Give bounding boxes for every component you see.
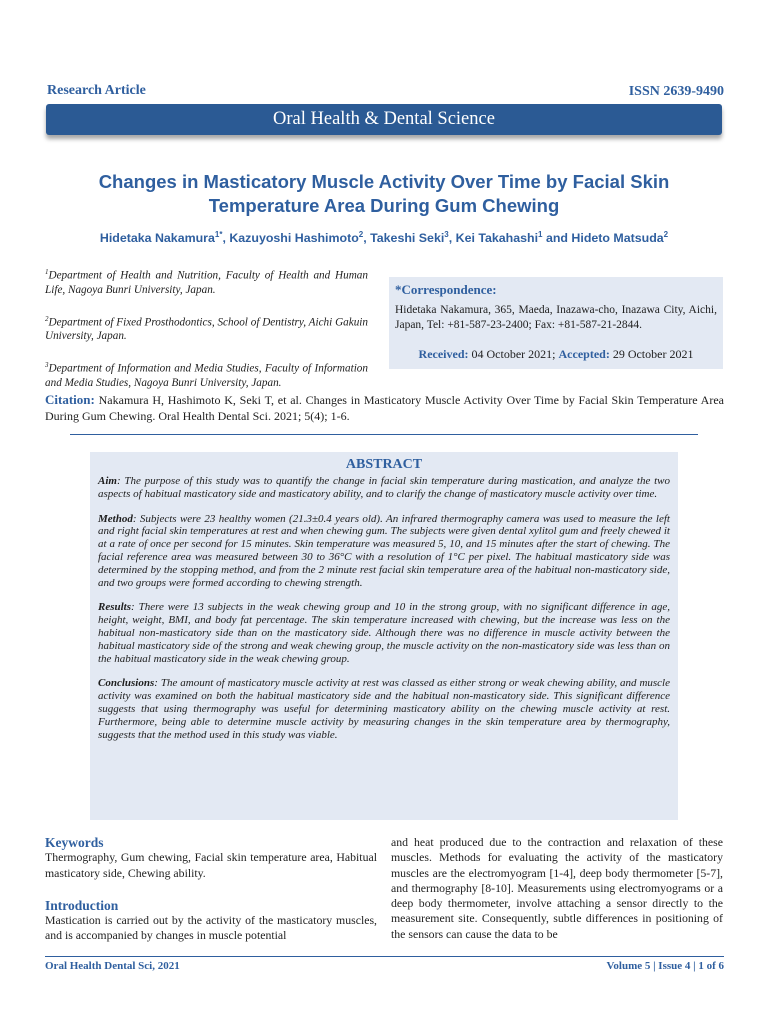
abstract-heading: ABSTRACT [345,457,423,472]
affiliation-text: Department of Health and Nutrition, Faculty of Health and Human Life, Nagoya Bunri University, Japan. [45,269,368,296]
received-date: 04 October 2021; [471,347,556,361]
abstract-section [98,513,670,590]
affiliations [45,265,368,405]
keywords-text: Thermography, Gum chewing, Facial skin temperature area, Habitual masticatory side, Chewing ability. [45,850,377,880]
abstract-text: : Subjects were 23 healthy women (21.3±0.4 years old). An infrared thermography camera was used to measure the left and right facial skin temperatures at rest and when chewing gum. The subjects were given dental xylitol gum and freely chewed it at a rate of once per second for 15 minutes. Skin temperature was measured 5, 10, and 15 minutes after the start of chewing. The facial reference area was measured between 30 to 36°C with a resolution of 1°C per pixel. The habitual masticatory side was determined by the stopping method, and from the 2 minute rest facial skin temperature area of the habitual non-masticatory side, and two groups were formed according to chewing strength. [98,512,670,589]
right-column [391,835,723,942]
article-title: Changes in Masticatory Muscle Activity Over Time by Facial Skin Temperature Area During Gum Chewing [98,171,670,216]
keywords-heading: Keywords [45,835,104,850]
abstract-section [98,677,670,741]
abstract-label: Conclusions [98,677,155,690]
article-type: Research Article [47,83,146,98]
abstract-box [90,452,678,820]
abstract-text: : The purpose of this study was to quantify the change in facial skin temperature during mastication, and analyze the two aspects of habitual masticatory side and masticatory ability, and to clarify the change of masticatory muscle activity over time. [98,475,670,500]
left-column [45,835,377,944]
correspondence-body: Hidetaka Nakamura, 365, Maeda, Inazawa-cho, Inazawa City, Aichi, Japan, Tel: +81-587-23-2400; Fax: +81-587-21-2844. [395,304,717,331]
footer-divider [45,956,724,957]
abstract-label: Aim [98,475,117,487]
citation [45,392,724,424]
author-sup: 3 [444,230,449,239]
citation-label: Citation: [45,392,95,407]
received-label: Received: [418,347,469,361]
affiliation [45,312,368,344]
author-sup: 1* [214,230,223,239]
author-name: Hideto Matsuda [571,231,664,246]
introduction-text: Mastication is carried out by the activity of the masticatory muscles, and is accompanied by changes in muscle potential [45,913,377,943]
author-sup: 1 [538,230,543,239]
abstract-label: Results [98,601,132,614]
journal-banner: Oral Health & Dental Science [46,104,722,135]
introduction-heading: Introduction [45,897,119,913]
abstract-section [98,475,670,501]
abstract-label: Method [98,512,133,525]
affiliation [45,265,368,297]
affiliation-sup: 1 [45,268,49,276]
author-sup: 2 [358,230,364,239]
footer-journal: Oral Health Dental Sci, 2021 [45,960,180,972]
author-name: Kei Takahashi [455,231,539,246]
affiliation-sup: 2 [45,314,49,323]
accepted-label: Accepted: [558,347,610,361]
footer-page-info: Volume 5 | Issue 4 | 1 of 6 [606,960,724,972]
correspondence-box [389,277,723,369]
abstract-text: : The amount of masticatory muscle activity at rest was classed as either strong or weak chewing ability, and muscle activity was examined on both the habitual masticatory side and the habitual non-masticatory side. This significant difference suggests that using thermography was useful for determining masticatory ability on the chewing muscle activity at rest. Furthermore, being able to determine muscle activity by measuring changes in the skin temperature area by thermography, suggests that the method used in this study was viable. [98,677,670,741]
author-list: Hidetaka Nakamura$^{1*}$, Kazuyoshi Hashimoto$^2$, Takeshi Seki$^3$, Kei Takahashi$^1$ and Hideto Matsuda$^2$ [99,230,669,246]
abstract-text: : There were 13 subjects in the weak chewing group and 10 in the strong group, with no significant difference in age, height, weight, BMI, and body fat percentage. The skin temperature increased with chewing, but the increase was less on the habitual non-masticatory side than on the masticatory side. Although there was no difference in muscle activity between the habitual masticatory side of the strong and weak chewing group, the muscle activity on the non-masticatory side was less than on the habitual masticatory side in the weak chewing group. [98,601,670,665]
accepted-date: 29 October 2021 [612,347,694,361]
correspondence-dates [389,347,723,362]
affiliation-text: Department of Information and Media Studies, Faculty of Information and Media Studies, Nagoya Bunri University, Japan. [45,363,368,390]
author-name: Takeshi Seki [370,231,445,246]
issn: ISSN 2639-9490 [628,84,724,99]
author-sup: 2 [663,230,669,239]
affiliation-text: Department of Fixed Prosthodontics, School of Dentistry, Aichi Gakuin University, Japan. [45,316,368,343]
citation-text: Nakamura H, Hashimoto K, Seki T, et al. Changes in Masticatory Muscle Activity Over Time by Facial Skin Temperature Area During Gum Chewing. Oral Health Dental Sci. 2021; 5(4); 1-6. [45,393,725,423]
affiliation [45,358,368,390]
affiliation-sup: 3 [45,361,49,370]
abstract-body [98,475,670,753]
author-name: Kazuyoshi Hashimoto [229,231,359,246]
correspondence-heading: *Correspondence: [395,282,497,297]
divider [70,434,698,435]
author-name: Hidetaka Nakamura [99,231,215,246]
abstract-section [98,601,670,665]
introduction-text-continued: and heat produced due to the contraction and relaxation of these muscles. Methods for evaluating the activity of the masticatory muscles are the electromyogram [1-4], deep body thermometer [5-7], and thermography [8-10]. Measurements using electromyograms or a deep body thermometer, involve attaching a sensor directly to the measurement site. Consequently, subtle differences in positioning of the sensors can cause the data to be [391,835,723,941]
